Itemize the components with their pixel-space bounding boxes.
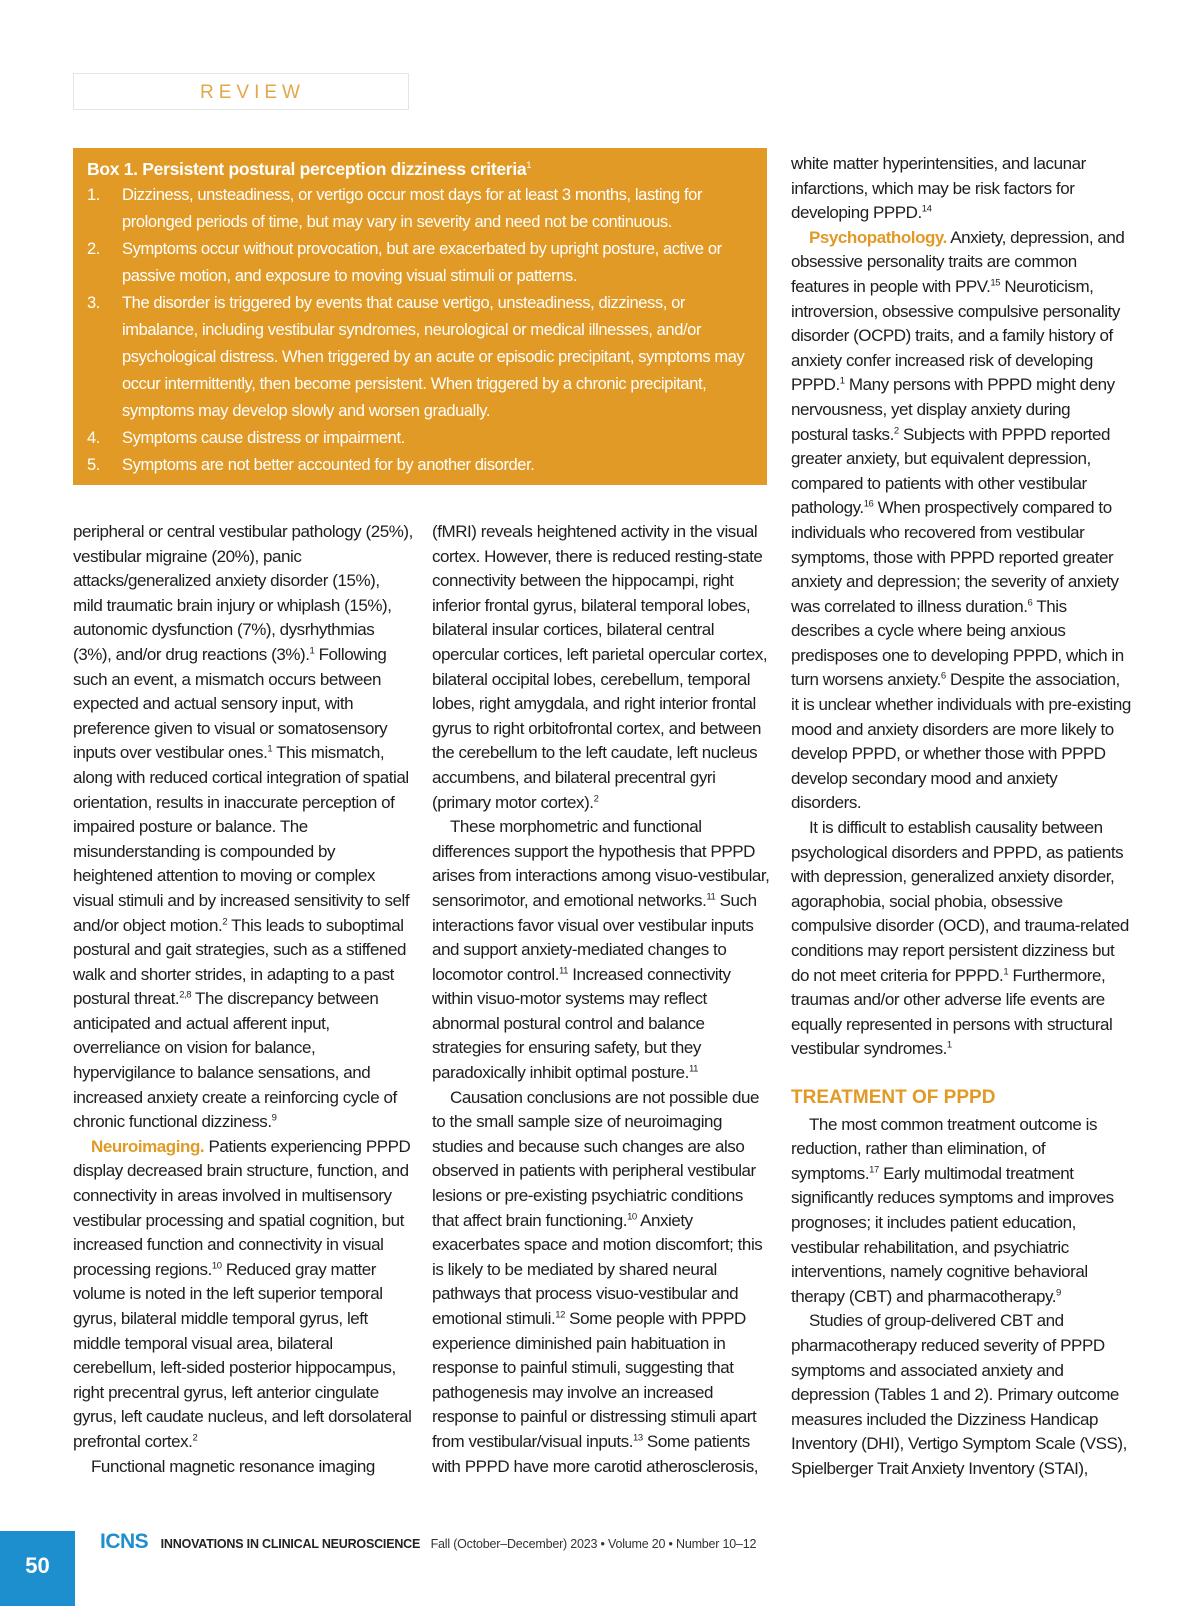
reference-marker: 9 bbox=[1056, 1287, 1061, 1299]
reference-marker: 1 bbox=[946, 1039, 952, 1051]
reference-marker: 2 bbox=[893, 424, 899, 436]
paragraph: Neuroimaging. Patients experiencing PPPD display decreased brain structure, function, and connectivity in areas involved in multisensory vestibular processing and spatial cognition, but increased function and connectivity in visual processing regions.$^{10}$ Reduced gray matter volume is noted in the left superior temporal gyrus, bilateral middle temporal gyrus, left middle temporal visual area, bilateral cerebellum, left-sided posterior hippocampus, right precentral gyrus, left anterior cingulate gyrus, left caudate nucleus, and left dorsolateral prefrontal cortex.$^2$ bbox=[73, 1136, 412, 1451]
paragraph: It is difficult to establish causality between psychological disorders and PPPD, as patients with depression, generalized anxiety disorder, agoraphobia, social phobia, obsessive compulsive disorder (OCD), and trauma-related conditions may report persistent dizziness but do not meet criteria for PPPD.$^1$ Furthermore, traumas and/or other adverse life events are equally represented in persons with structural vestibular syndromes.$^1$ bbox=[791, 818, 1129, 1059]
criteria-item: 4. Symptoms cause distress or impairment. bbox=[87, 429, 405, 447]
reference-marker: 11 bbox=[688, 1063, 698, 1075]
page-number: 50 bbox=[25, 1553, 50, 1578]
reference-marker: 1 bbox=[267, 743, 273, 755]
text-column-1 bbox=[73, 520, 413, 1479]
criteria-item: 1. Dizziness, unsteadiness, or vertigo occur most days for at least 3 months, lasting for prolonged periods of time, but may vary in severity and need not be continuous. bbox=[87, 186, 703, 231]
reference-marker: 11 bbox=[559, 965, 568, 977]
issue-info: Fall (October–December) 2023 • Volume 20 • Number 10–12 bbox=[430, 1537, 757, 1551]
reference-marker: 11 bbox=[706, 891, 716, 903]
reference-marker: 2 bbox=[192, 1432, 198, 1444]
reference-marker: 2,8 bbox=[179, 989, 192, 1001]
reference-marker: 1 bbox=[526, 160, 532, 171]
paragraph: These morphometric and functional differences support the hypothesis that PPPD arises from interactions among visuo-vestibular, sensorimotor, and emotional networks.$^{11}$ Such interactions favor visual over vestibular inputs and support anxiety-mediated changes to locomotor control.$^{11}$ Increased connectivity within visuo-motor systems may reflect abnormal postural control and balance strategies for ensuring safety, but they paradoxically inhibit optimal posture.$^{11}$ bbox=[432, 817, 770, 1083]
reference-marker: 1 bbox=[839, 375, 845, 387]
reference-marker: 17 bbox=[869, 1164, 879, 1176]
reference-marker: 10 bbox=[627, 1210, 637, 1222]
paragraph: Psychopathology. Anxiety, depression, and obsessive personality traits are common features in people with PPV.$^{15}$ Neuroticism, introversion, obsessive compulsive personality disorder (OCPD) traits, and a family history of anxiety confer increased risk of developing PPPD.$^1$ Many persons with PPPD might deny nervousness, yet display anxiety during postural tasks.$^2$ Subjects with PPPD reported greater anxiety, but equivalent depression, compared to patients with other vestibular pathology.$^{16}$ When prospectively compared to individuals who recovered from vestibular symptoms, those with PPPD reported greater anxiety and depression; the severity of anxiety was correlated to illness duration.$^6$ This describes a cycle where being anxious predisposes one to developing PPPD, which in turn worsens anxiety.$^6$ Despite the association, it is unclear whether individuals with pre-existing mood and anxiety disorders are more likely to develop PPPD, or whether those with PPPD develop secondary mood and anxiety disorders. bbox=[791, 227, 1131, 813]
reference-marker: 6 bbox=[1027, 597, 1033, 609]
section-label-box bbox=[73, 73, 409, 110]
reference-marker: 1 bbox=[1003, 965, 1009, 977]
reference-marker: 12 bbox=[555, 1309, 565, 1321]
criteria-item: 2. Symptoms occur without provocation, but are exacerbated by upright posture, active or passive motion, and exposure to moving visual stimuli or patterns. bbox=[87, 240, 722, 285]
reference-marker: 16 bbox=[863, 498, 874, 510]
reference-marker: 1 bbox=[309, 645, 315, 657]
section-heading: TREATMENT OF PPPD bbox=[791, 1086, 996, 1108]
criteria-item: 3. The disorder is triggered by events that cause vertigo, unsteadiness, dizziness, or imbalance, including vestibular syndromes, neurological or medical illnesses, and/or psychological distress. When triggered by an acute or episodic precipitant, symptoms may occur intermittently, then become persistent. When triggered by a chronic precipitant, symptoms may develop slowly and worsen gradually. bbox=[87, 294, 745, 420]
reference-marker: 2 bbox=[222, 915, 228, 927]
journal-logo: ICNS bbox=[100, 1530, 149, 1553]
run-in-heading: Psychopathology. bbox=[809, 227, 947, 247]
journal-name: INNOVATIONS IN CLINICAL NEUROSCIENCE bbox=[160, 1537, 421, 1551]
text-column-2 bbox=[432, 520, 772, 1479]
criteria-box bbox=[73, 148, 767, 485]
footer bbox=[100, 1530, 756, 1554]
criteria-box-title: Box 1. Persistent postural perception dizziness criteria$^1$ bbox=[87, 159, 532, 179]
paragraph: The most common treatment outcome is reduction, rather than elimination, of symptoms.$^{17}$ Early multimodal treatment significantly reduces symptoms and improves prognoses; it includes patient education, vestibular rehabilitation, and psychiatric interventions, namely cognitive behavioral therapy (CBT) and pharmacotherapy.$^9$ bbox=[791, 1114, 1114, 1306]
text-column-3 bbox=[791, 152, 1131, 1481]
reference-marker: 9 bbox=[271, 1112, 277, 1124]
paragraph: Studies of group-delivered CBT and pharmacotherapy reduced severity of PPPD symptoms and associated anxiety and depression (Tables 1 and 2). Primary outcome measures included the Dizziness Handicap Inventory (DHI), Vertigo Symptom Scale (VSS), Spielberger Trait Anxiety Inventory (STAI), bbox=[791, 1311, 1127, 1478]
reference-marker: 6 bbox=[940, 670, 946, 682]
run-in-heading: Neuroimaging. bbox=[91, 1136, 205, 1156]
reference-marker: 2 bbox=[593, 792, 599, 804]
reference-marker: 10 bbox=[211, 1260, 222, 1272]
reference-marker: 14 bbox=[921, 203, 932, 215]
paragraph: Functional magnetic resonance imaging bbox=[91, 1456, 375, 1476]
criteria-list bbox=[87, 182, 753, 479]
paragraph: white matter hyperintensities, and lacunar infarctions, which may be risk factors for developing PPPD.$^{14}$ bbox=[791, 154, 1086, 223]
reference-marker: 13 bbox=[632, 1432, 643, 1444]
section-label: REVIEW bbox=[200, 82, 305, 103]
page-number-tab bbox=[0, 1531, 75, 1606]
paragraph: (fMRI) reveals heightened activity in the visual cortex. However, there is reduced resting-state connectivity between the hippocampi, right inferior frontal gyrus, bilateral temporal lobes, bilateral insular cortices, bilateral central opercular cortices, left parietal opercular cortex, bilateral occipital lobes, cerebellum, temporal lobes, right amygdala, and right interior frontal gyrus to right orbitofrontal cortex, and between the cerebellum to the left caudate, left nucleus accumbens, and bilateral precentral gyri (primary motor cortex).$^2$ bbox=[432, 522, 768, 812]
paragraph: peripheral or central vestibular pathology (25%), vestibular migraine (20%), panic attacks/generalized anxiety disorder (15%), mild traumatic brain injury or whiplash (15%), autonomic dysfunction (7%), dysrhythmias (3%), and/or drug reactions (3%).$^1$ Following such an event, a mismatch occurs between expected and actual sensory input, with preference given to visual or somatosensory inputs over vestibular ones.$^1$ This mismatch, along with reduced cortical integration of spatial orientation, results in inaccurate perception of impaired posture or balance. The misunderstanding is compounded by heightened attention to moving or complex visual stimuli and by increased sensitivity to self and/or object motion.$^2$ This leads to suboptimal postural and gait strategies, such as a stiffened walk and shorter strides, in adapting to a past postural threat.$^{2,8}$ The discrepancy between anticipated and actual afferent input, overreliance on vision for balance, hypervigilance to balance sensations, and increased anxiety create a reinforcing cycle of chronic functional dizziness.$^9$ bbox=[73, 522, 413, 1132]
criteria-item: 5. Symptoms are not better accounted for by another disorder. bbox=[87, 456, 535, 474]
reference-marker: 15 bbox=[990, 277, 1001, 289]
paragraph: Causation conclusions are not possible due to the small sample size of neuroimaging studies and because such changes are also observed in patients with peripheral vestibular lesions or pre-existing psychiatric conditions that affect brain functioning.$^{10}$ Anxiety exacerbates space and motion discomfort; this is likely to be mediated by shared neural pathways that process visuo-vestibular and emotional stimuli.$^{12}$ Some people with PPPD experience diminished pain habituation in response to painful stimuli, suggesting that pathogenesis may involve an increased response to painful or distressing stimuli apart from vestibular/visual inputs.$^{13}$ Some patients with PPPD have more carotid atherosclerosis, bbox=[432, 1087, 763, 1476]
